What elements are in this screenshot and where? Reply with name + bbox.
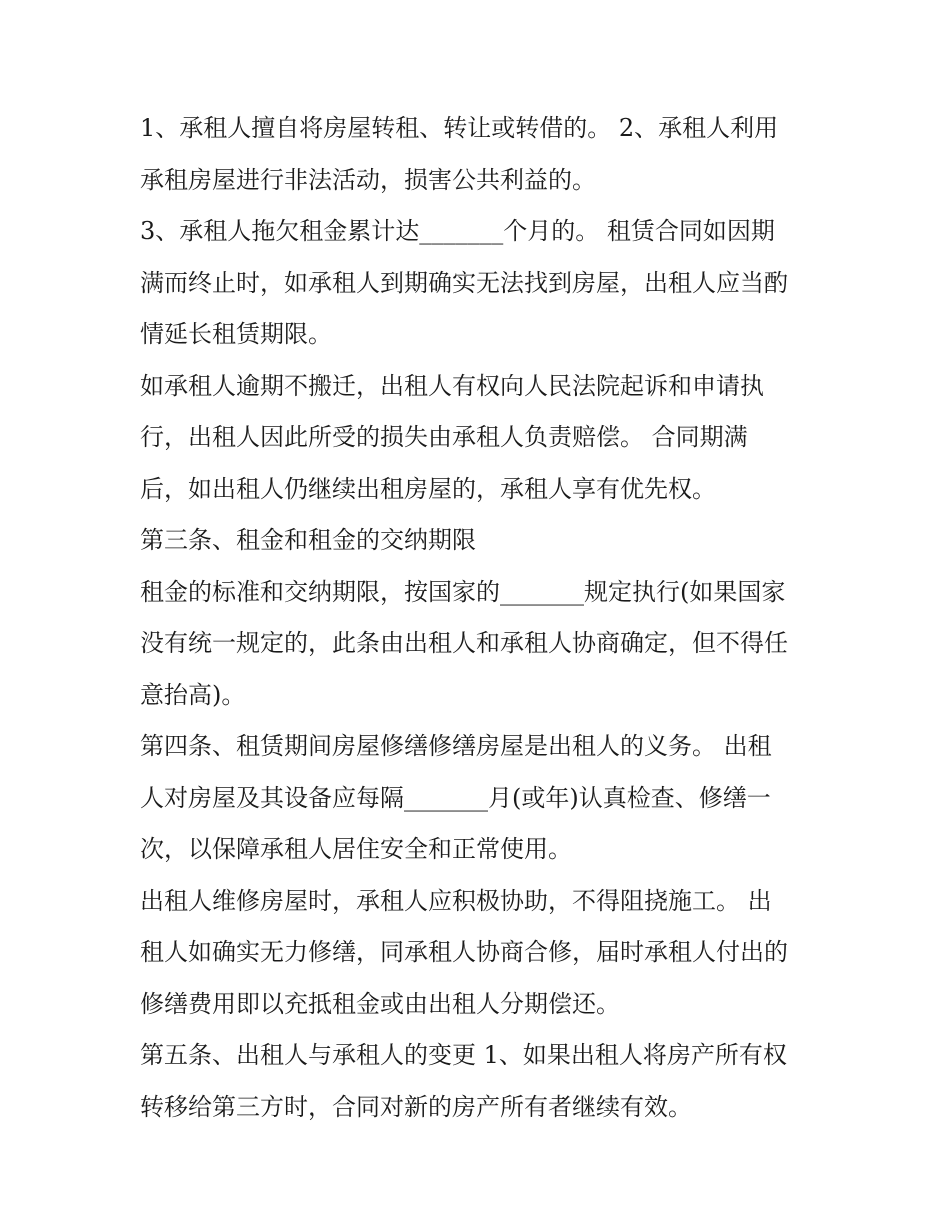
text-line: 情延长租赁期限。 (140, 320, 332, 348)
text-line: 满而终止时，如承租人到期确实无法找到房屋，出租人应当酌 (140, 268, 788, 297)
text-line: 转移给第三方时，合同对新的房产所有者继续有效。 (140, 1092, 692, 1121)
text-line: 如承租人逾期不搬迁，出租人有权向人民法院起诉和申请执 (140, 371, 764, 400)
text-line: 第五条、出租人与承租人的变更 1、如果出租人将房产所有权 (140, 1041, 787, 1069)
text-line: 修缮费用即以充抵租金或由出租人分期偿还。 (140, 989, 620, 1018)
text-line: 后，如出租人仍继续出租房屋的，承租人享有优先权。 (140, 474, 716, 503)
text-line: 租人如确实无力修缮，同承租人协商合修，届时承租人付出的 (140, 938, 788, 966)
document-body (140, 103, 820, 1133)
section-heading: 第三条、租金和租金的交纳期限 (140, 526, 476, 554)
text-line: 承租房屋进行非法活动，损害公共利益的。 (140, 165, 596, 194)
text-line: 没有统一规定的，此条由出租人和承租人协商确定，但不得任 (140, 629, 788, 657)
text-line: 3、承租人拖欠租金累计达_______个月的。 租赁合同如因期 (140, 217, 775, 245)
text-line: 人对房屋及其设备应每隔_______月(或年)认真检查、修缮一 (140, 783, 771, 812)
text-line: 租金的标准和交纳期限，按国家的_______规定执行(如果国家 (140, 577, 786, 606)
text-line: 意抬高)。 (140, 680, 246, 709)
text-line: 次，以保障承租人居住安全和正常使用。 (140, 835, 572, 863)
text-line: 出租人维修房屋时，承租人应积极协助，不得阻挠施工。 出 (140, 886, 772, 915)
text-line: 第四条、租赁期间房屋修缮修缮房屋是出租人的义务。 出租 (140, 732, 772, 760)
text-line: 1、承租人擅自将房屋转租、转让或转借的。 2、承租人利用 (140, 114, 779, 142)
text-line: 行，出租人因此所受的损失由承租人负责赔偿。 合同期满 (140, 423, 748, 451)
